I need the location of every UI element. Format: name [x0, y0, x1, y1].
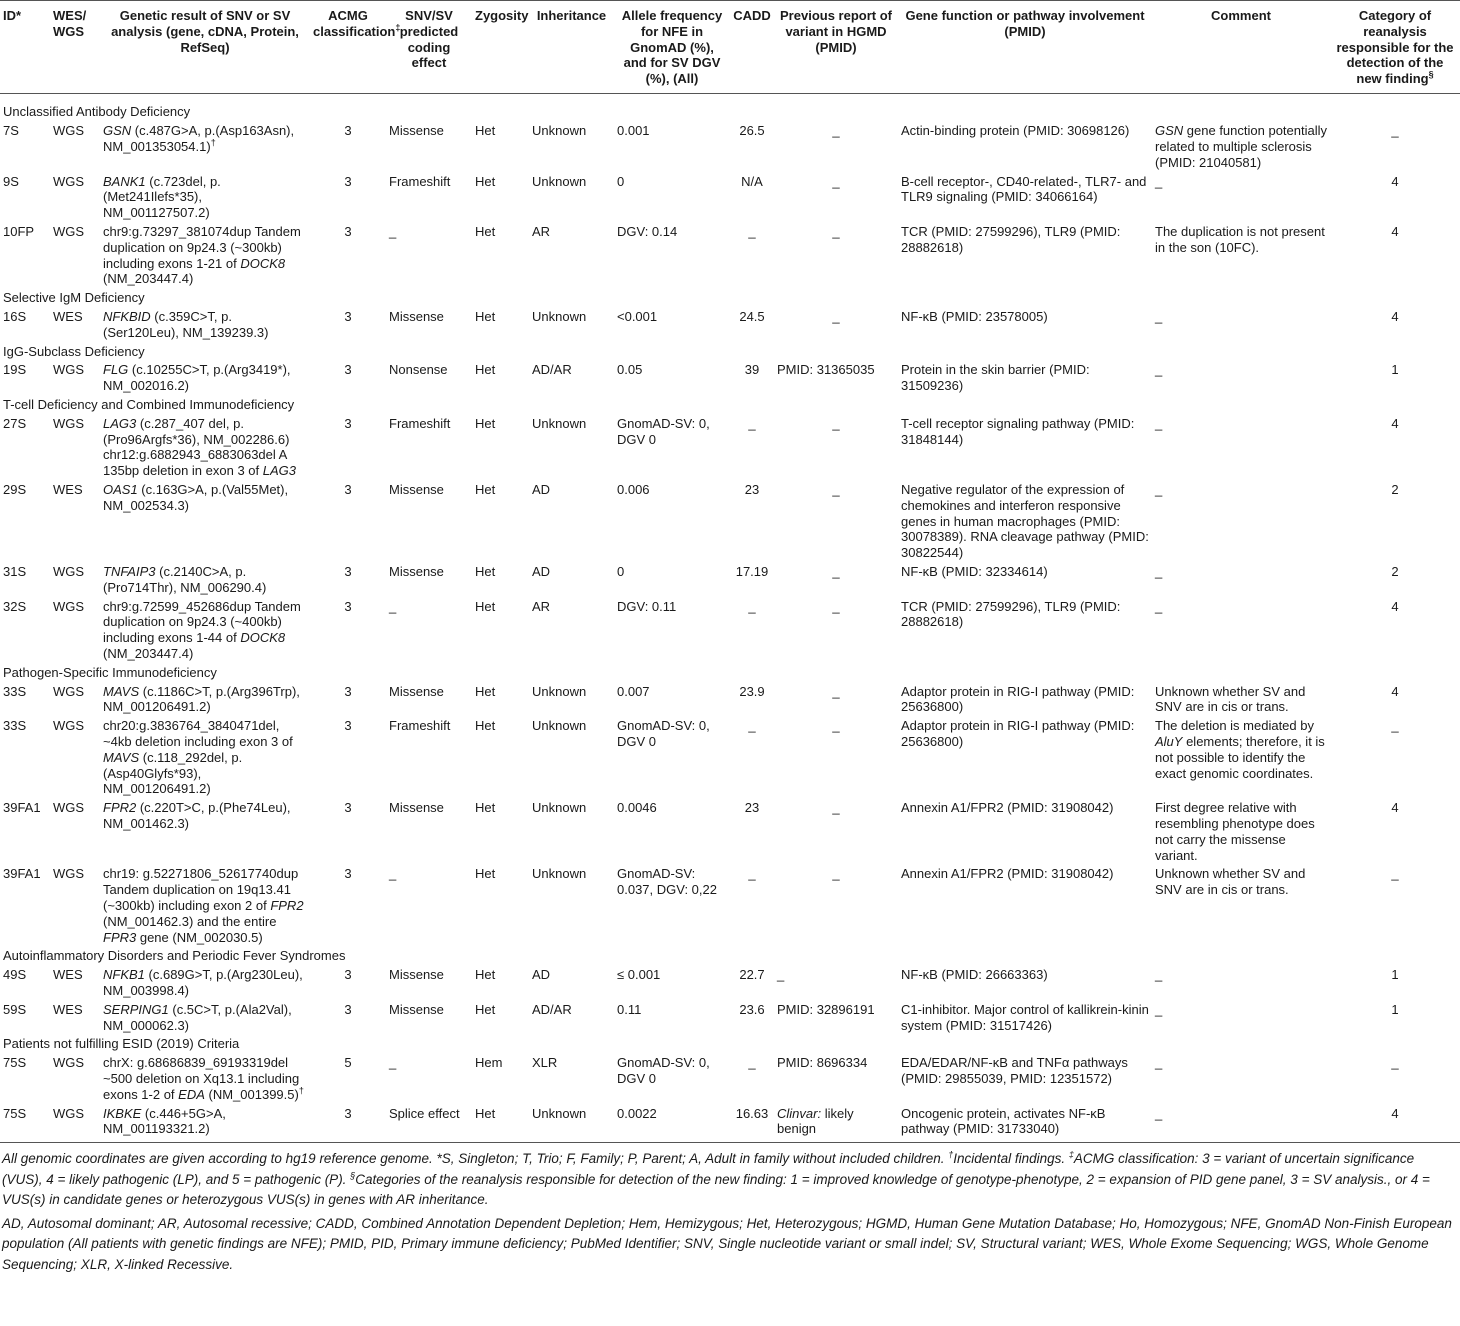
- cell-genetic: chr9:g.73297_381074dup Tandem duplication on 9p24.3 (~300kb) including exons 1-21 of DOCK8 (NM_203447.4): [103, 224, 301, 287]
- cell-acmg: 3: [310, 1103, 386, 1143]
- section-label: Patients not fulfilling ESID (2019) Criteria: [3, 1036, 240, 1052]
- cell-function: NF-κB (PMID: 23578005): [901, 309, 1048, 325]
- cell-effect: Splice effect: [386, 1103, 472, 1143]
- cell-genetic: BANK1 (c.723del, p.(Met241Ilefs*35), NM_001127507.2): [103, 173, 221, 221]
- cell-frequency: 0: [617, 564, 625, 579]
- col-header-frequency: Allele frequency for NFE in GnomAD (%), and for SV DGV (%), (All): [614, 1, 730, 94]
- cell-inheritance: Unknown: [532, 683, 587, 699]
- cell-cadd: _: [748, 598, 756, 614]
- cell-previous: PMID: 8696334: [777, 1055, 868, 1071]
- cell-id: 19S: [3, 362, 27, 378]
- table-row: [0, 413, 1460, 479]
- cell-category: 1: [1391, 1001, 1399, 1017]
- cell-comment: GSN gene function potentially related to multiple sclerosis (PMID: 21040581): [1155, 123, 1327, 170]
- cell-category: 4: [1391, 800, 1399, 816]
- cell-zygosity: Het: [475, 866, 496, 882]
- section-label: Pathogen-Specific Immunodeficiency: [3, 664, 217, 680]
- cell-category: 1: [1391, 362, 1399, 378]
- cell-effect: Frameshift: [389, 173, 451, 189]
- cell-id: 75S: [3, 1055, 27, 1071]
- cell-comment: First degree relative with resembling phenotype does not carry the missense variant.: [1155, 800, 1315, 863]
- cell-genetic: TNFAIP3 (c.2140C>A, p.(Pro714Thr), NM_006290.4): [103, 564, 267, 595]
- cell-acmg: 3: [344, 564, 352, 579]
- cell-category: 2: [1391, 482, 1399, 498]
- cell-inheritance: AD: [532, 482, 551, 498]
- cell-zygosity: Het: [475, 683, 496, 699]
- cell-effect: _: [389, 1055, 397, 1071]
- cell-comment: The duplication is not present in the son (10FC).: [1155, 224, 1325, 255]
- cell-seq: WGS: [53, 598, 85, 614]
- cell-zygosity: Het: [475, 800, 496, 816]
- cell-seq: WGS: [53, 123, 85, 139]
- cell-previous: _: [832, 415, 840, 431]
- cell-cadd: 22.7: [739, 967, 765, 983]
- cell-frequency: 0.007: [617, 683, 650, 699]
- cell-cadd: _: [748, 415, 756, 431]
- section-label: Unclassified Antibody Deficiency: [3, 104, 191, 120]
- cell-previous: _: [832, 800, 840, 816]
- cell-zygosity: Het: [475, 564, 496, 579]
- cell-cadd: 23: [744, 482, 760, 498]
- table-row: [0, 479, 1460, 561]
- cell-acmg: 3: [344, 123, 352, 139]
- cell-comment: _: [1155, 415, 1163, 431]
- cell-function: C1-inhibitor. Major control of kallikrein-kinin system (PMID: 31517426): [901, 1001, 1149, 1033]
- cell-id: 32S: [3, 598, 27, 614]
- cell-comment: _: [1155, 1055, 1163, 1071]
- cell-cadd: 17.19: [735, 564, 769, 579]
- cell-acmg: 3: [344, 718, 352, 734]
- cell-seq: WGS: [53, 866, 85, 882]
- cell-cadd: _: [748, 866, 756, 882]
- cell-frequency: GnomAD-SV: 0, DGV 0: [617, 415, 710, 447]
- section-row: [0, 287, 1460, 306]
- cell-previous: _: [832, 224, 840, 240]
- cell-effect: Missense: [389, 800, 444, 816]
- cell-seq: WGS: [53, 683, 85, 699]
- cell-effect: Missense: [389, 683, 444, 699]
- cell-function: Annexin A1/FPR2 (PMID: 31908042): [901, 800, 1114, 816]
- cell-id: 27S: [3, 415, 27, 431]
- col-header-previous: Previous report of variant in HGMD (PMID): [774, 1, 898, 94]
- table-row: [0, 1103, 1460, 1143]
- table-row: [0, 715, 1460, 797]
- cell-category: 4: [1391, 415, 1399, 431]
- cell-inheritance: Unknown: [532, 415, 587, 431]
- cell-seq: WES: [53, 482, 83, 498]
- cell-genetic: FLG (c.10255C>T, p.(Arg3419*), NM_002016.2): [103, 362, 291, 394]
- cell-genetic: chr20:g.3836764_3840471del, ~4kb deletion including exon 3 of MAVS (c.118_292del, p.(Asp40Glyfs*93), NM_001206491.2): [103, 718, 293, 797]
- cell-function: EDA/EDAR/NF-κB and TNFα pathways (PMID: 29855039, PMID: 12351572): [901, 1055, 1128, 1086]
- cell-seq: WGS: [53, 362, 85, 378]
- section-label: T-cell Deficiency and Combined Immunodeficiency: [3, 397, 295, 413]
- cell-acmg: 3: [344, 598, 352, 614]
- cell-function: TCR (PMID: 27599296), TLR9 (PMID: 28882618): [901, 598, 1121, 630]
- cell-frequency: GnomAD-SV: 0.037, DGV: 0,22: [617, 866, 717, 898]
- cell-category: _: [1391, 718, 1399, 734]
- cell-seq: WGS: [53, 173, 85, 189]
- cell-function: NF-κB (PMID: 26663363): [901, 967, 1048, 983]
- cell-zygosity: Het: [472, 1103, 529, 1143]
- cell-acmg: 5: [344, 1055, 352, 1071]
- cell-function: NF-κB (PMID: 32334614): [901, 564, 1048, 579]
- cell-genetic: GSN (c.487G>A, p.(Asp163Asn), NM_001353054.1)†: [103, 123, 295, 155]
- cell-genetic: chr19: g.52271806_52617740dup Tandem duplication on 19q13.41 (~300kb) including exon 2 of FPR2 (NM_001462.3) and the entire FPR3 gene (NM_002030.5): [103, 866, 304, 945]
- header-row: [0, 1, 1460, 94]
- cell-category: 4: [1391, 598, 1399, 614]
- cell-comment: Unknown whether SV and SNV are in cis or trans.: [1155, 866, 1306, 898]
- cell-id: 39FA1: [3, 866, 41, 882]
- cell-acmg: 3: [344, 1001, 352, 1017]
- cell-frequency: 0.05: [617, 362, 643, 378]
- cell-zygosity: Hem: [475, 1055, 503, 1071]
- cell-comment: _: [1155, 564, 1163, 579]
- section-row: [0, 945, 1460, 964]
- cell-cadd: _: [748, 718, 756, 734]
- cell-category: 4: [1391, 173, 1399, 189]
- cell-category: _: [1391, 1055, 1399, 1071]
- cell-category: 4: [1391, 224, 1399, 240]
- cell-effect: Missense: [389, 1001, 444, 1017]
- cell-frequency: 0.0046: [617, 800, 657, 816]
- cell-zygosity: Het: [475, 224, 496, 240]
- cell-inheritance: Unknown: [532, 173, 587, 189]
- cell-inheritance: AD: [532, 967, 551, 983]
- cell-category: 4: [1330, 1103, 1460, 1143]
- cell-zygosity: Het: [475, 718, 496, 734]
- cell-effect: Nonsense: [389, 362, 448, 378]
- cell-id: 31S: [3, 564, 27, 579]
- cell-id: 10FP: [3, 224, 35, 240]
- cell-category: _: [1391, 866, 1399, 882]
- cell-zygosity: Het: [475, 482, 496, 498]
- cell-previous: _: [832, 123, 840, 139]
- cell-comment: _: [1155, 598, 1163, 614]
- cell-category: 2: [1391, 564, 1399, 579]
- cell-frequency: <0.001: [617, 309, 658, 325]
- cell-frequency: 0: [617, 173, 625, 189]
- cell-zygosity: Het: [475, 309, 496, 325]
- section-row: [0, 1033, 1460, 1052]
- table-row: [0, 681, 1460, 716]
- cell-cadd: N/A: [741, 173, 763, 189]
- cell-genetic: OAS1 (c.163G>A, p.(Val55Met), NM_002534.3): [103, 482, 289, 513]
- table-row: [0, 863, 1460, 945]
- cell-previous: PMID: 32896191: [777, 1001, 875, 1017]
- cell-zygosity: Het: [475, 123, 496, 139]
- col-header-zygosity: Zygosity: [472, 1, 529, 94]
- table-row: [0, 221, 1460, 287]
- table-row: [0, 306, 1460, 341]
- col-header-acmg: ACMG classification‡: [310, 1, 386, 94]
- cell-acmg: 3: [344, 415, 352, 431]
- cell-effect: Missense: [389, 967, 444, 983]
- cell-seq: WES: [53, 1001, 83, 1017]
- cell-effect: Missense: [389, 482, 444, 498]
- cell-seq: WGS: [53, 800, 85, 816]
- cell-seq: WGS: [50, 1103, 100, 1143]
- cell-zygosity: Het: [475, 362, 496, 378]
- cell-seq: WES: [53, 309, 83, 325]
- cell-previous: _: [777, 967, 785, 983]
- footnote-abbreviations: AD, Autosomal dominant; AR, Autosomal recessive; CADD, Combined Annotation Dependent Depletion; Hem, Hemizygous; Het, Heterozygous; HGMD, Human Gene Mutation Database; Ho, Homozygous; NFE, GnomAD Non-Finish European population (All patients with genetic findings are NFE); PMID, PID, Primary immune deficiency; PubMed Identifier; SNV, Single nucleotide variant or small indel; SV, Structural variant; WES, Whole Exome Sequencing; WGS, Whole Genome Sequencing; XLR, X-linked Recessive.: [2, 1215, 1452, 1272]
- cell-inheritance: Unknown: [532, 718, 587, 734]
- cell-id: 59S: [3, 1001, 27, 1017]
- cell-effect: Frameshift: [389, 718, 451, 734]
- cell-previous: _: [832, 683, 840, 699]
- table-row: [0, 120, 1460, 170]
- cell-function: Adaptor protein in RIG-I pathway (PMID: 25636800): [901, 718, 1135, 749]
- cell-inheritance: Unknown: [532, 309, 587, 325]
- cell-inheritance: AD/AR: [532, 1001, 572, 1017]
- cell-function: Actin-binding protein (PMID: 30698126): [901, 123, 1130, 139]
- section-row: [0, 394, 1460, 413]
- cell-cadd: 26.5: [739, 123, 765, 139]
- cell-comment: Unknown whether SV and SNV are in cis or trans.: [1155, 683, 1306, 715]
- cell-cadd: 16.63: [730, 1103, 774, 1143]
- cell-inheritance: Unknown: [532, 866, 587, 882]
- cell-cadd: 24.5: [739, 309, 765, 325]
- cell-previous: PMID: 31365035: [777, 362, 875, 378]
- cell-cadd: _: [748, 224, 756, 240]
- section-label: Selective IgM Deficiency: [3, 290, 145, 306]
- col-header-inheritance: Inheritance: [529, 1, 614, 94]
- cell-id: 16S: [3, 309, 27, 325]
- cell-previous: _: [832, 482, 840, 498]
- col-header-comment: Comment: [1152, 1, 1330, 94]
- cell-acmg: 3: [344, 362, 352, 378]
- cell-id: 33S: [3, 718, 27, 734]
- cell-comment: _: [1152, 1103, 1330, 1143]
- cell-frequency: ≤ 0.001: [617, 967, 661, 983]
- cell-frequency: 0.0022: [614, 1103, 730, 1143]
- table-row: [0, 1052, 1460, 1102]
- col-header-seq: WES/ WGS: [50, 1, 100, 94]
- cell-cadd: 23: [744, 800, 760, 816]
- cell-inheritance: AD: [532, 564, 551, 579]
- cell-frequency: DGV: 0.14: [617, 224, 678, 240]
- cell-comment: _: [1155, 173, 1163, 189]
- cell-id: 75S: [0, 1103, 50, 1143]
- cell-genetic: NFKBID (c.359C>T, p.(Ser120Leu), NM_139239.3): [103, 309, 269, 340]
- cell-zygosity: Het: [475, 967, 496, 983]
- section-label: IgG-Subclass Deficiency: [3, 343, 145, 359]
- cell-inheritance: AR: [532, 224, 551, 240]
- col-header-function: Gene function or pathway involvement (PMID): [898, 1, 1152, 94]
- cell-comment: _: [1155, 967, 1163, 983]
- cell-function: Oncogenic protein, activates NF-κB pathway (PMID: 31733040): [898, 1103, 1152, 1143]
- cell-seq: WGS: [53, 1055, 85, 1071]
- cell-previous: _: [832, 173, 840, 189]
- cell-seq: WGS: [53, 718, 85, 734]
- cell-previous: _: [832, 598, 840, 614]
- table-row: [0, 171, 1460, 221]
- cell-inheritance: Unknown: [532, 123, 587, 139]
- cell-cadd: _: [748, 1055, 756, 1071]
- footnote-definitions: All genomic coordinates are given according to hg19 reference genome. *S, Singleton; T, Trio; F, Family; P, Parent; A, Adult in family without included children. †Incidental findings. ‡ACMG classification: 3 = variant of uncertain significance (VUS), 4 = likely pathogenic (LP), and 5 = pathogenic (P). §Categories of the reanalysis responsible for detection of the new finding: 1 = improved knowledge of genotype-phenotype, 2 = expansion of PID gene panel, 3 = SV analysis., or 4 = VUS(s) in candidate genes or heterozygous VUS(s) in genes with AR inheritance.: [2, 1149, 1430, 1208]
- cell-inheritance: XLR: [532, 1055, 558, 1071]
- section-row: [0, 341, 1460, 360]
- cell-genetic: chrX: g.68686839_69193319del ~500 deletion on Xq13.1 including exons 1-2 of EDA (NM_001399.5)†: [103, 1055, 304, 1102]
- cell-id: 7S: [3, 123, 19, 139]
- cell-comment: The deletion is mediated by AluY elements; therefore, it is not possible to identify the exact genomic coordinates.: [1155, 718, 1325, 781]
- cell-comment: _: [1155, 362, 1163, 378]
- cell-inheritance: Unknown: [532, 800, 587, 816]
- cell-inheritance: Unknown: [529, 1103, 614, 1143]
- cell-frequency: GnomAD-SV: 0, DGV 0: [617, 1055, 710, 1086]
- cell-comment: _: [1155, 1001, 1163, 1017]
- section-row: [0, 662, 1460, 681]
- cell-effect: Missense: [389, 309, 444, 325]
- cell-genetic: MAVS (c.1186C>T, p.(Arg396Trp), NM_001206491.2): [103, 683, 300, 715]
- table-row: [0, 561, 1460, 596]
- cell-acmg: 3: [344, 309, 352, 325]
- section-row: [0, 101, 1460, 120]
- cell-id: 33S: [3, 683, 27, 699]
- cell-seq: WES: [53, 967, 83, 983]
- cell-function: T-cell receptor signaling pathway (PMID: 31848144): [901, 415, 1135, 447]
- cell-inheritance: AD/AR: [532, 362, 572, 378]
- cell-zygosity: Het: [475, 598, 496, 614]
- cell-effect: Frameshift: [389, 415, 451, 431]
- col-header-category: Category of reanalysis responsible for the detection of the new finding§: [1330, 1, 1460, 94]
- cell-acmg: 3: [344, 967, 352, 983]
- cell-acmg: 3: [344, 866, 352, 882]
- cell-category: 1: [1391, 967, 1399, 983]
- cell-acmg: 3: [344, 224, 352, 240]
- table-row: [0, 999, 1460, 1034]
- cell-category: 4: [1391, 683, 1399, 699]
- cell-zygosity: Het: [475, 173, 496, 189]
- cell-seq: WGS: [53, 415, 85, 431]
- table-row: [0, 964, 1460, 999]
- cell-cadd: 39: [744, 362, 760, 378]
- cell-function: Adaptor protein in RIG-I pathway (PMID: 25636800): [901, 683, 1135, 715]
- cell-id: 49S: [3, 967, 27, 983]
- cell-id: 9S: [3, 173, 19, 189]
- cell-previous: Clinvar: likely benign: [774, 1103, 898, 1143]
- cell-previous: _: [832, 866, 840, 882]
- cell-seq: WGS: [53, 224, 85, 240]
- cell-cadd: 23.9: [739, 683, 765, 699]
- cell-acmg: 3: [344, 173, 352, 189]
- col-header-id: ID*: [0, 1, 50, 94]
- cell-seq: WGS: [53, 564, 85, 579]
- col-header-effect: SNV/SV predicted coding effect: [386, 1, 472, 94]
- cell-genetic: FPR2 (c.220T>C, p.(Phe74Leu), NM_001462.3): [103, 800, 291, 831]
- cell-function: TCR (PMID: 27599296), TLR9 (PMID: 28882618): [901, 224, 1121, 255]
- table-row: [0, 596, 1460, 662]
- cell-genetic: LAG3 (c.287_407 del, p.(Pro96Argfs*36), NM_002286.6) chr12:g.6882943_6883063del A 135bp deletion in exon 3 of LAG3: [103, 415, 296, 479]
- cell-frequency: 0.11: [617, 1001, 642, 1017]
- cell-inheritance: AR: [532, 598, 551, 614]
- table-row: [0, 797, 1460, 863]
- cell-genetic: NFKB1 (c.689G>T, p.(Arg230Leu), NM_003998.4): [103, 967, 303, 998]
- cell-acmg: 3: [344, 800, 352, 816]
- cell-previous: _: [832, 718, 840, 734]
- cell-zygosity: Het: [475, 415, 496, 431]
- cell-cadd: 23.6: [739, 1001, 765, 1017]
- cell-previous: _: [832, 309, 840, 325]
- cell-category: 4: [1391, 309, 1399, 325]
- cell-effect: _: [389, 598, 397, 614]
- cell-genetic: SERPING1 (c.5C>T, p.(Ala2Val), NM_000062.3): [103, 1001, 292, 1033]
- cell-frequency: DGV: 0.11: [617, 598, 677, 614]
- cell-id: 29S: [3, 482, 27, 498]
- cell-function: Protein in the skin barrier (PMID: 31509236): [901, 362, 1090, 394]
- cell-effect: Missense: [389, 123, 444, 139]
- cell-function: B-cell receptor-, CD40-related-, TLR7- and TLR9 signaling (PMID: 34066164): [901, 173, 1147, 205]
- cell-acmg: 3: [344, 482, 352, 498]
- col-header-genetic: Genetic result of SNV or SV analysis (gene, cDNA, Protein, RefSeq): [100, 1, 310, 94]
- col-header-cadd: CADD: [730, 1, 774, 94]
- section-label: Autoinflammatory Disorders and Periodic Fever Syndromes: [3, 948, 346, 964]
- cell-effect: _: [389, 224, 397, 240]
- table-row: [0, 359, 1460, 394]
- cell-function: Annexin A1/FPR2 (PMID: 31908042): [901, 866, 1114, 882]
- cell-genetic: chr9:g.72599_452686dup Tandem duplication on 9p24.3 (~400kb) including exons 1-44 of DOCK8 (NM_203447.4): [103, 598, 301, 661]
- cell-comment: _: [1155, 482, 1163, 498]
- cell-previous: _: [832, 564, 840, 579]
- cell-frequency: GnomAD-SV: 0, DGV 0: [617, 718, 710, 749]
- cell-function: Negative regulator of the expression of chemokines and interferon responsive genes in human macrophages (PMID: 30078389). RNA cleavage pathway (PMID: 30822544): [901, 482, 1149, 561]
- cell-id: 39FA1: [3, 800, 41, 816]
- cell-acmg: 3: [344, 683, 352, 699]
- cell-genetic: IKBKE (c.446+5G>A, NM_001193321.2): [100, 1103, 310, 1143]
- cell-comment: _: [1155, 309, 1163, 325]
- cell-category: _: [1391, 123, 1399, 139]
- cell-effect: Missense: [389, 564, 444, 579]
- cell-effect: _: [389, 866, 397, 882]
- cell-zygosity: Het: [475, 1001, 496, 1017]
- cell-frequency: 0.001: [617, 123, 650, 139]
- cell-frequency: 0.006: [617, 482, 650, 498]
